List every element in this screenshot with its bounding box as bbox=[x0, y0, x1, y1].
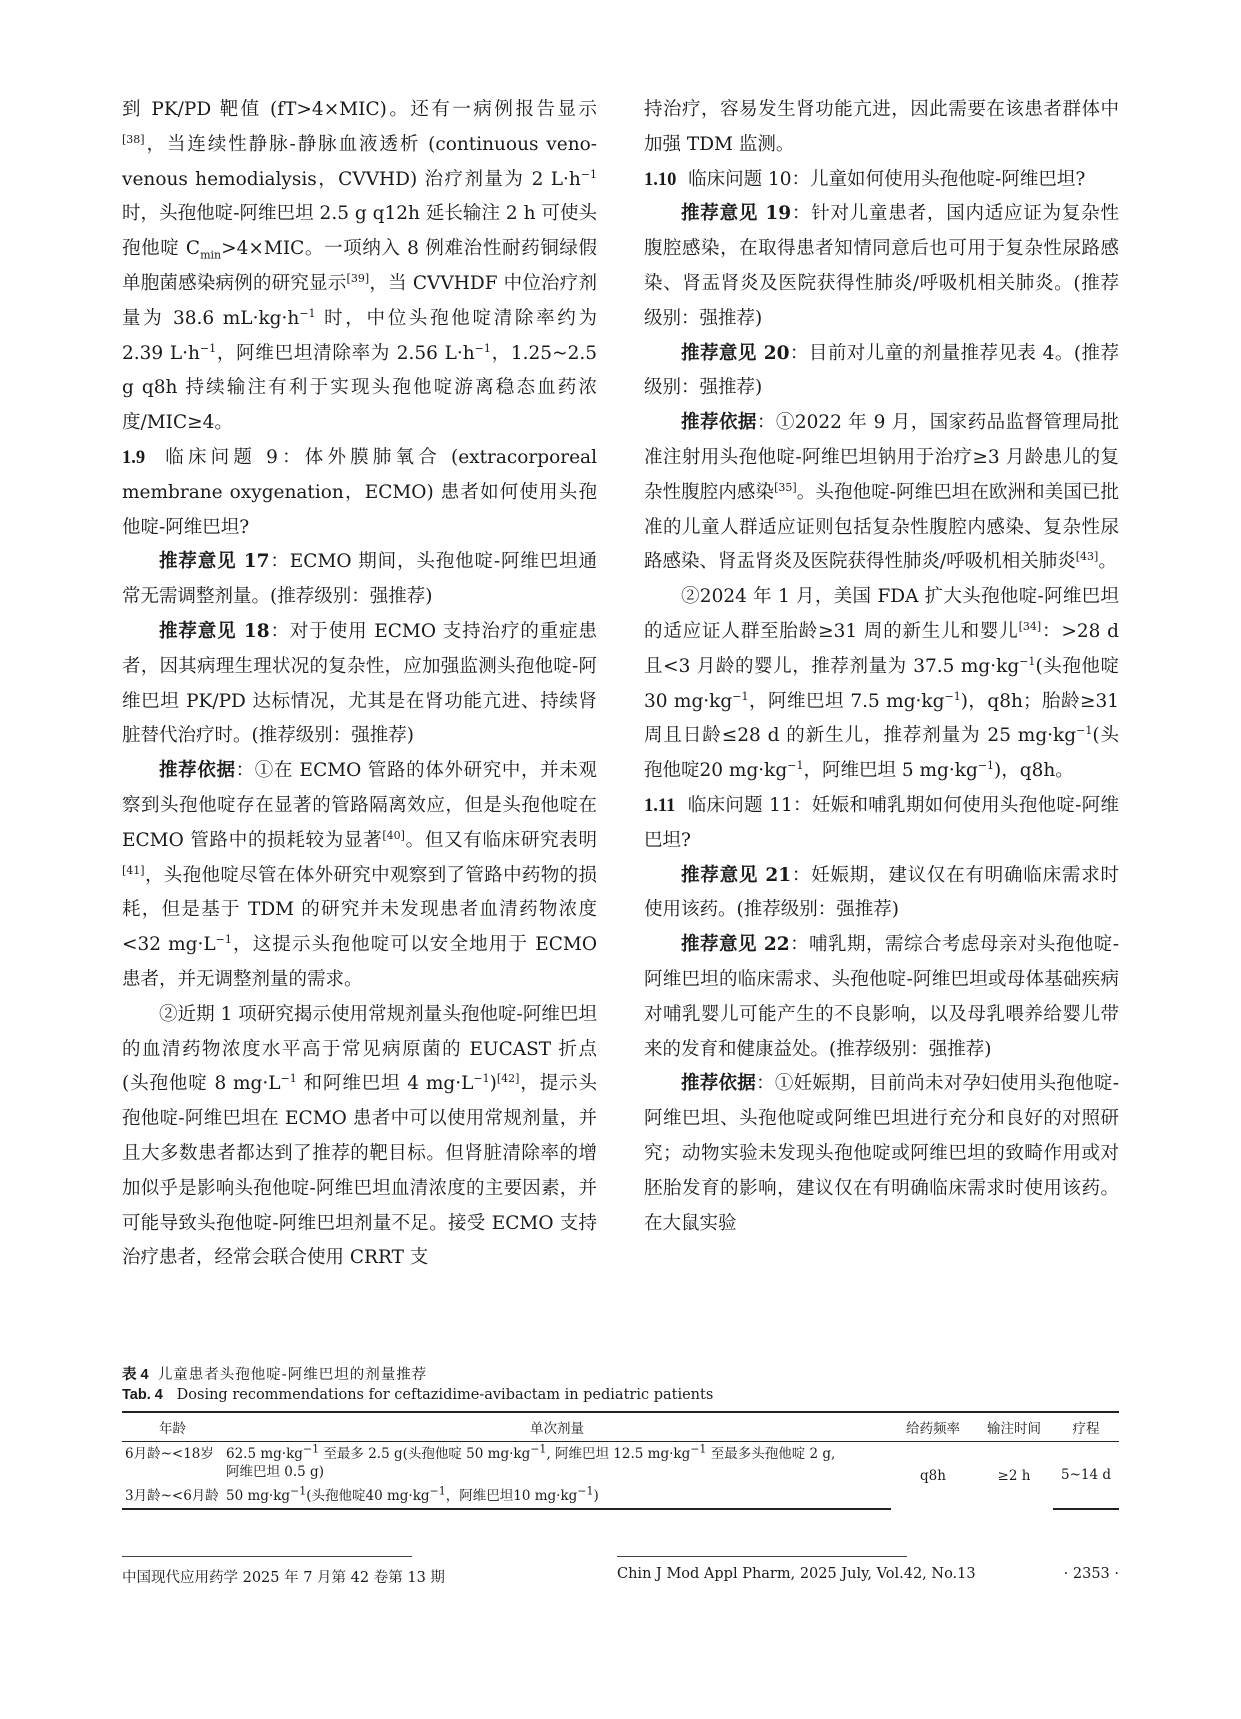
section-heading-1-10: 1.10 临床问题 10：儿童如何使用头孢他啶-阿维巴坦? bbox=[644, 168, 1086, 190]
right-column bbox=[644, 93, 1119, 1241]
basis-ecmo-2: ②近期 1 项研究揭示使用常规剂量头孢他啶-阿维巴坦的血清药物浓度水平高于常见病原菌的 EUCAST 折点 (头孢他啶 8 $mg\cdot L^{-1}$ 和阿维巴坦 4 $mg\cdot L^{-1})[42]$，提示头孢他啶-阿维巴坦在 ECMO 患者中可以使用常规剂量，并且大多数患者都达到了推荐的靶目标。但肾脏清除率的增加似乎是影响头孢他啶-阿维巴坦血清浓度的主要因素，并可能导致头孢他啶-阿维巴坦剂量不足。接受 ECMO 支持治疗患者，经常会联合使用 CRRT 支 bbox=[122, 1003, 597, 1269]
course-cell: 5~14 d bbox=[1053, 1442, 1119, 1510]
section-heading-1-11: 1.11 临床问题 11：妊娠和哺乳期如何使用头孢他啶-阿维巴坦? bbox=[644, 794, 1119, 851]
header-age: 年龄 bbox=[122, 1412, 223, 1442]
footer-journal-zh: 中国现代应用药学 2025 年 7 月第 42 卷第 13 期 bbox=[122, 1570, 445, 1586]
section-heading-1-9: 1.9 临床问题 9：体外膜肺氧合 (extracorporeal membrane oxygenation，ECMO) 患者如何使用头孢他啶-阿维巴坦? bbox=[122, 446, 597, 538]
infusion-cell: ≥2 h bbox=[997, 1467, 1031, 1484]
header-infusion: 输注时间 bbox=[975, 1412, 1053, 1442]
footer-rule-left bbox=[122, 1556, 412, 1557]
row1-dose: 62.5 $mg\cdot kg^{-1}$ 至最多 2.5 g(头孢他啶 50 $mg\cdot kg^{-1}$, 阿维巴坦 12.5 $mg\cdot kg^{-1}$ 至最多头孢他啶 2 g, 阿维巴坦 0.5 g) bbox=[226, 1442, 836, 1480]
recommendation-18: 推荐意见 18：对于使用 ECMO 支持治疗的重症患者，因其病理生理状况的复杂性，应加强监测头孢他啶-阿维巴坦 PK/PD 达标情况，尤其是在肾功能亢进、持续肾脏替代治疗时。(推荐级别：强推荐) bbox=[122, 620, 597, 747]
recommendation-21: 推荐意见 21：妊娠期，建议仅在有明确临床需求时使用该药。(推荐级别：强推荐) bbox=[644, 864, 1119, 921]
dose-table bbox=[122, 1411, 1119, 1510]
header-frequency: 给药频率 bbox=[891, 1412, 975, 1442]
table-caption-en: Tab. 4 Dosing recommendations for ceftazidime-avibactam in pediatric patients bbox=[122, 1387, 714, 1403]
table-row bbox=[122, 1442, 1119, 1485]
paragraph-cvvhd: 到 PK/PD 靶值 (fT>4×MIC)。还有一病例报告显示[38]，当连续性静脉-静脉血液透析 (continuous veno-venous hemodialysis，CVVHD) 治疗剂量为 2 $L\cdot h^{-1}$ 时，头孢他啶-阿维巴坦 2.5 g q12h 延长输注 2 h 可使头孢他啶 $C_{min}>4\times MIC$。一项纳入 8 例难治性耐药铜绿假单胞菌感染病例的研究显示[39]，当 CVVHDF 中位治疗剂量为 38.6 $mL\cdot kg\cdot h^{-1}$ 时，中位头孢他啶清除率约为 2.39 $L\cdot h^{-1}$，阿维巴坦清除率为 2.56 $L\cdot h^{-1}$，1.25~2.5 g q8h 持续输注有利于实现头孢他啶游离稳态血药浓度/MIC≥4。 bbox=[122, 99, 597, 434]
footer-rule-right bbox=[617, 1556, 907, 1557]
table-caption-zh: 表 4 儿童患者头孢他啶-阿维巴坦的剂量推荐 bbox=[122, 1367, 428, 1383]
recommendation-20: 推荐意见 20：目前对儿童的剂量推荐见表 4。(推荐级别：强推荐) bbox=[644, 342, 1119, 399]
left-column bbox=[122, 93, 597, 1276]
paragraph-continuation: 持治疗，容易发生肾功能亢进，因此需要在该患者群体中加强 TDM 监测。 bbox=[644, 99, 1119, 155]
recommendation-17: 推荐意见 17：ECMO 期间，头孢他啶-阿维巴坦通常无需调整剂量。(推荐级别：强推荐) bbox=[122, 551, 598, 608]
basis-pediatric-2: ②2024 年 1 月，美国 FDA 扩大头孢他啶-阿维巴坦的适应证人群至胎龄≥31 周的新生儿和婴儿[34]：>28 d 且<3 月龄的婴儿，推荐剂量为 37.5 $mg\cdot kg^{-1}$(头孢他啶 30 $mg\cdot kg^{-1}$，阿维巴坦 7.5 $mg\cdot kg^{-1}$)，q8h；胎龄≥31 周且日龄≤28 d 的新生儿，推荐剂量为 25 $mg\cdot kg^{-1}$(头孢他啶20 $mg\cdot kg^{-1}$，阿维巴坦 5 $mg\cdot kg^{-1}$)，q8h。 bbox=[644, 586, 1119, 782]
table-4 bbox=[122, 1365, 1119, 1510]
header-course: 疗程 bbox=[1053, 1412, 1119, 1442]
recommendation-19: 推荐意见 19：针对儿童患者，国内适应证为复杂性腹腔感染，在取得患者知情同意后也可用于复杂性尿路感染、肾盂肾炎及医院获得性肺炎/呼吸机相关肺炎。(推荐级别：强推荐) bbox=[644, 203, 1119, 329]
table-header-row bbox=[122, 1412, 1119, 1442]
basis-ecmo-1: 推荐依据：①在 ECMO 管路的体外研究中，并未观察到头孢他啶存在显著的管路隔离效应，但是头孢他啶在 ECMO 管路中的损耗较为显著[40]。但又有临床研究表明[41]，头孢他啶尽管在体外研究中观察到了管路中药物的损耗，但是基于 TDM 的研究并未发现患者血清药物浓度<32 $mg\cdot L^{-1}$，这提示头孢他啶可以安全地用于 ECMO 患者，并无调整剂量的需求。 bbox=[122, 760, 597, 990]
frequency-cell: q8h bbox=[920, 1467, 946, 1484]
recommendation-22: 推荐意见 22：哺乳期，需综合考虑母亲对头孢他啶-阿维巴坦的临床需求、头孢他啶-阿维巴坦或母体基础疾病对哺乳婴儿可能产生的不良影响，以及母乳喂养给婴儿带来的发育和健康益处。(推荐级别：强推荐) bbox=[644, 934, 1119, 1060]
row1-age: 6月龄~<18岁 bbox=[125, 1446, 214, 1462]
basis-pregnancy: 推荐依据：①妊娠期，目前尚未对孕妇使用头孢他啶-阿维巴坦、头孢他啶或阿维巴坦进行充分和良好的对照研究；动物实验未发现头孢他啶或阿维巴坦的致畸作用或对胚胎发育的影响，建议仅在有明确临床需求时使用该药。在大鼠实验 bbox=[644, 1073, 1119, 1234]
header-dose: 单次剂量 bbox=[223, 1412, 891, 1442]
row2-age: 3月龄~<6月龄 bbox=[122, 1484, 223, 1509]
page-number: · 2353 · bbox=[1063, 1566, 1119, 1582]
row2-dose: 50 $mg\cdot kg^{-1}$(头孢他啶40 $mg\cdot kg^{-1}$，阿维巴坦10 $mg\cdot kg^{-1}$) bbox=[223, 1484, 891, 1509]
basis-pediatric-1: 推荐依据：①2022 年 9 月，国家药品监督管理局批准注射用头孢他啶-阿维巴坦钠用于治疗≥3 月龄患儿的复杂性腹腔内感染[35]。头孢他啶-阿维巴坦在欧洲和美国已批准的儿童人群适应证则包括复杂性腹腔内感染、复杂性尿路感染、肾盂肾炎及医院获得性肺炎/呼吸机相关肺炎[43]。 bbox=[644, 412, 1119, 573]
footer-journal-en: Chin J Mod Appl Pharm, 2025 July, Vol.42, No.13 bbox=[617, 1566, 976, 1582]
